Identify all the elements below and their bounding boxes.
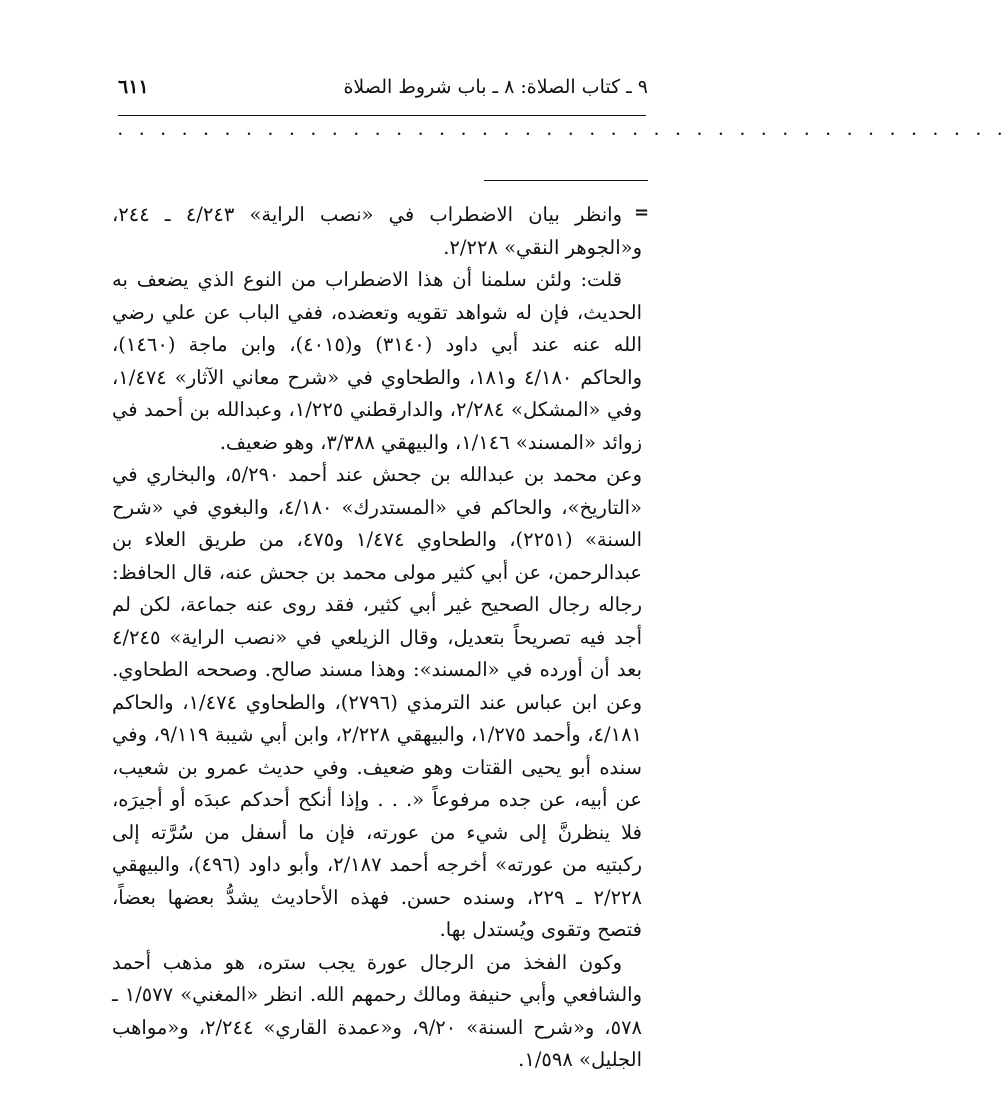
running-head: ٩ ـ كتاب الصلاة: ٨ ـ باب شروط الصلاة [343,76,648,98]
footnote-paragraph: وعن محمد بن عبدالله بن جحش عند أحمد ٥/٢٩٠، والبخاري في «التاريخ»، والحاكم في «المستدرك» ٤/١٨٠، والبغوي في «شرح السنة» (٢٢٥١)، والطحاوي ١/٤٧٤ و٤٧٥، من طريق العلاء بن عبدالرحمن، عن أبي كثير مولى محمد بن جحش عنه، قال الحافظ: رجاله رجال الصحيح غير أبي كثير، فقد روى عنه جماعة، لكن لم أجد فيه تصريحاً بتعديل، وقال الزيلعي في «نصب الراية» ٤/٢٤٥ بعد أن أورده في «المسند»: وهذا مسند صالح. وصححه الطحاوي. وعن ابن عباس عند الترمذي (٢٧٩٦)، والطحاوي ١/٤٧٤، والحاكم ٤/١٨١، وأحمد ١/٢٧٥، والبيهقي ٢/٢٢٨، وابن أبي شيبة ٩/١١٩، وفي سنده أبو يحيى القتات وهو ضعيف. وفي حديث عمرو بن شعيب، عن أبيه، عن جده مرفوعاً «. . . وإذا أنكح أحدكم عبدَه أو أجيرَه، فلا ينظرنَّ إلى شيء من عورته، فإن ما أسفل من سُرَّته إلى ركبتيه من عورته» أخرجه أحمد ٢/١٨٧، وأبو داود (٤٩٦)، والبيهقي ٢/٢٢٨ ـ ٢٢٩، وسنده حسن. فهذه الأحاديث يشدُّ بعضها بعضاً، فتصح وتقوى ويُستدل بها. [112,463,643,941]
footnote-rule [484,180,648,181]
footnote-paragraph: وانظر بيان الاضطراب في «نصب الراية» ٤/٢٤٣ ـ ٢٤٤، و«الجوهر النقي» ٢/٢٢٨. [112,203,642,259]
footnote-paragraph: قلت: ولئن سلمنا أن هذا الاضطراب من النوع الذي يضعف به الحديث، فإن له شواهد تقويه وتعضده، ففي الباب عن علي رضي الله عنه عند أبي داود (٣١٤٠) و(٤٠١٥)، وابن ماجة (١٤٦٠)، والحاكم ٤/١٨٠ و١٨١، والطحاوي في «شرح معاني الآثار» ١/٤٧٤، وفي «المشكل» ٢/٢٨٤، والدارقطني ١/٢٢٥، وعبدالله بن أحمد في زوائد «المسند» ١/١٤٦، والبيهقي ٣/٣٨٨، وهو ضعيف. [112,268,642,454]
dotted-separator: . . . . . . . . . . . . . . . . . . . . . . . . . . . . . . . . . . . . . . . . . . [118,124,1008,139]
footnote-paragraph: وكون الفخذ من الرجال عورة يجب ستره، هو مذهب أحمد والشافعي وأبي حنيفة ومالك رحمهم الله. انظر «المغني» ١/٥٧٧ ـ ٥٧٨، و«شرح السنة» ٩/٢٠، و«عمدة القاري» ٢/٢٤٤، و«مواهب الجليل» ١/٥٩٨. [112,950,643,1071]
continuation-mark: = [634,202,650,223]
page-header [118,76,648,106]
footnote-text [112,199,642,1077]
page-number: ٦١١ [118,76,149,98]
header-rule [118,115,646,116]
